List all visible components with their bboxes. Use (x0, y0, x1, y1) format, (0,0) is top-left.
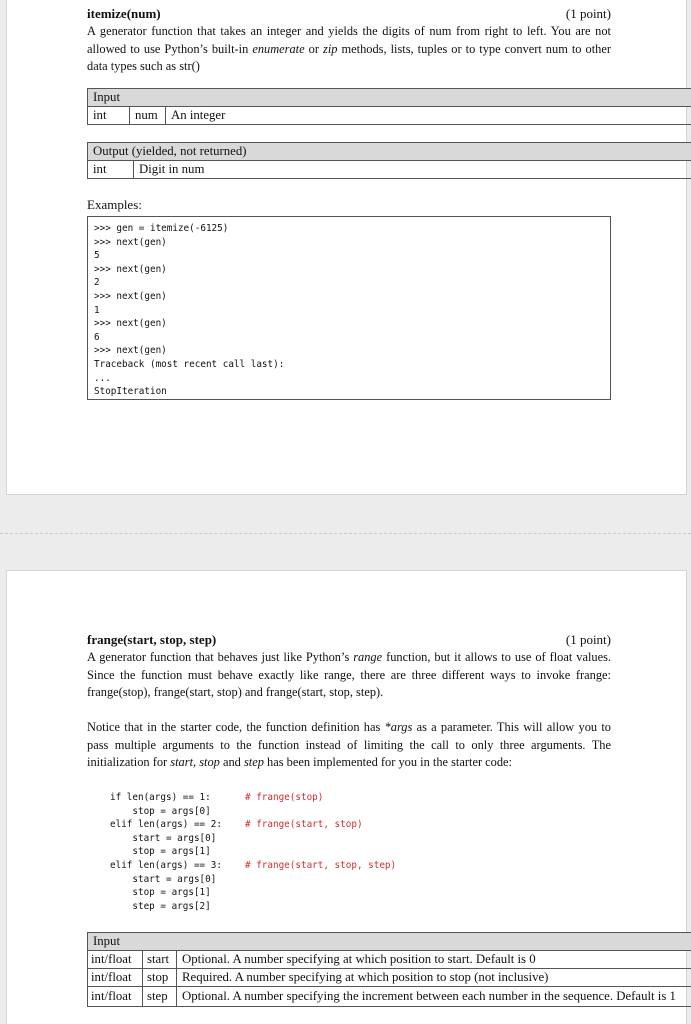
itemize-heading (87, 6, 611, 22)
examples-code (94, 222, 604, 399)
code-statement: stop = args[1] (110, 887, 211, 899)
code-statement: elif len(args) == 3: (110, 859, 222, 871)
param-type: int (88, 107, 130, 125)
code-line (110, 900, 590, 914)
examples-label: Examples: (87, 197, 142, 212)
code-line: >>> gen = itemize(-6125) (94, 223, 229, 234)
code-comment: # frange(stop) (245, 792, 324, 803)
code-line (110, 832, 590, 846)
frange-notice: Notice that in the starter code, the function definition has *args as a parameter. This will allow you to pass multiple arguments to the function instead of limiting the call to only three arguments. The initialization for start, stop and step has been implemented for you in the starter code: (87, 720, 611, 770)
table-row (88, 969, 691, 987)
table-row (88, 951, 691, 969)
code-line: StopIteration (94, 386, 167, 398)
code-line (110, 818, 590, 832)
document-page-2 (6, 570, 687, 1024)
code-line: >>> next(gen) (94, 318, 167, 330)
code-line (110, 845, 590, 859)
param-desc: Optional. A number specifying at which position to start. Default is 0 (177, 951, 691, 969)
param-name: step (143, 987, 177, 1007)
frange-input-table (87, 932, 691, 1007)
code-line: >>> next(gen) (94, 236, 167, 248)
code-line (110, 873, 590, 887)
code-line: >>> next(gen) (94, 345, 167, 357)
frange-points: (1 point) (565, 632, 611, 647)
code-line (110, 886, 590, 900)
param-type: int/float (88, 969, 143, 987)
code-line: 2 (94, 277, 100, 289)
itemize-title: itemize(num) (87, 6, 161, 21)
code-line: ... (94, 372, 111, 384)
code-line: 1 (94, 304, 100, 316)
table-header: Input (88, 89, 691, 107)
itemize-input-table (87, 88, 691, 125)
param-name: stop (143, 969, 177, 987)
code-line: >>> next(gen) (94, 290, 167, 302)
param-type: int/float (88, 951, 143, 969)
itemize-points: (1 point) (565, 6, 611, 21)
code-statement: stop = args[0] (110, 805, 211, 817)
code-statement: start = args[0] (110, 873, 217, 885)
table-header: Output (yielded, not returned) (88, 143, 691, 161)
code-statement: start = args[0] (110, 832, 217, 844)
code-line: 5 (94, 250, 100, 262)
output-type: int (88, 161, 134, 179)
code-line (110, 859, 590, 873)
code-statement: step = args[2] (110, 900, 211, 912)
table-row (88, 107, 691, 125)
param-name: start (143, 951, 177, 969)
examples-code-box (87, 216, 611, 400)
code-line: Traceback (most recent call last): (94, 358, 285, 370)
itemize-description: A generator function that takes an integer and yields the digits of num from right to left. You are not allowed to use Python’s built-in enumerate or zip methods, lists, tuples or to type convert num to other data types such as str() (87, 24, 611, 74)
code-line (110, 805, 590, 819)
param-type: int/float (88, 987, 143, 1007)
code-line (110, 791, 590, 805)
table-row (88, 987, 691, 1007)
output-desc: Digit in num (134, 161, 691, 179)
frange-description: A generator function that behaves just like Python’s range function, but it allows to use of float values. Since the function must behave exactly like range, there are three different ways to invoke frange: frange(stop), frange(start, stop) and frange(start, stop, step). (87, 650, 611, 700)
param-desc: Required. A number specifying at which position to stop (not inclusive) (177, 969, 691, 987)
frange-title: frange(start, stop, step) (87, 632, 217, 647)
starter-code (110, 791, 590, 913)
code-statement: elif len(args) == 2: (110, 819, 222, 831)
code-statement: stop = args[1] (110, 846, 211, 858)
page-separator (0, 533, 691, 534)
code-line: 6 (94, 331, 100, 343)
param-name: num (130, 107, 166, 125)
table-row (88, 161, 691, 179)
frange-heading (87, 632, 611, 648)
code-comment: # frange(start, stop, step) (245, 859, 397, 871)
table-header: Input (88, 933, 691, 951)
param-desc: An integer (166, 107, 691, 125)
itemize-output-table (87, 142, 691, 179)
document-page-1 (6, 0, 687, 495)
code-line: >>> next(gen) (94, 263, 167, 275)
param-desc: Optional. A number specifying the increment between each number in the sequence. Default is 1 (177, 987, 691, 1007)
code-comment: # frange(start, stop) (245, 819, 363, 831)
code-statement: if len(args) == 1: (110, 792, 211, 803)
